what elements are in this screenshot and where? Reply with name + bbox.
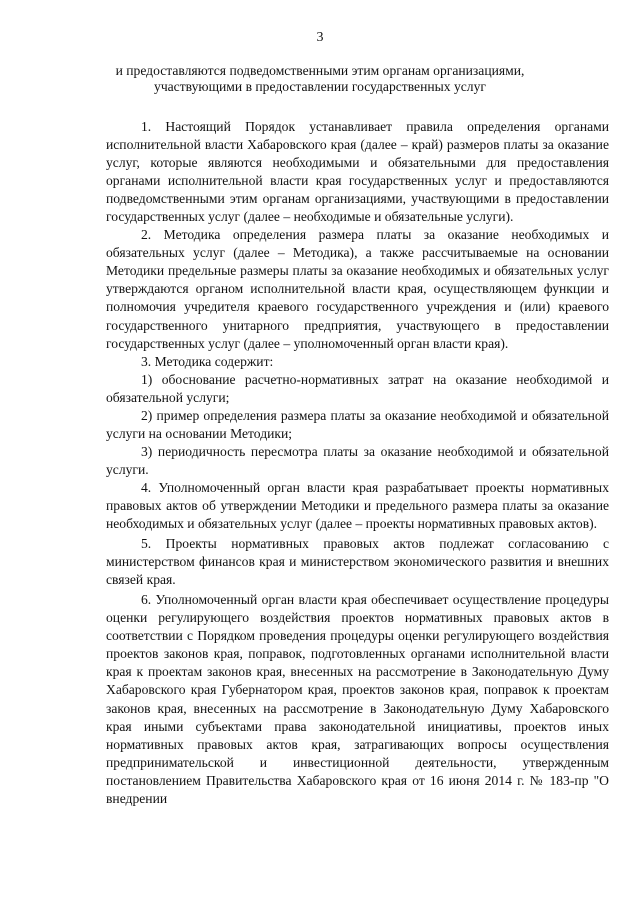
document-heading (100, 63, 540, 95)
paragraph-3-item-3: 3) периодичность пересмотра платы за оказание необходимой и обязательной услуги. (106, 443, 609, 477)
document-body (106, 118, 609, 808)
heading-line-2: участвующими в предоставлении государственных услуг (154, 79, 486, 94)
paragraph-3-item-2: 2) пример определения размера платы за оказание необходимой и обязательной услуги на основании Методики; (106, 407, 609, 441)
page-number: 3 (316, 30, 324, 45)
paragraph-4: 4. Уполномоченный орган власти края разрабатывает проекты нормативных правовых актов об утверждении Методики и предельного размера платы за оказание необходимых и обязательных услуг (далее – проекты нормативных правовых актов). (106, 479, 609, 532)
heading-line-1: и предоставляются подведомственными этим органам организациями, (115, 63, 525, 78)
paragraph-3: 3. Методика содержит: (141, 353, 274, 369)
paragraph-3-item-1: 1) обоснование расчетно-нормативных затрат на оказание необходимой и обязательной услуги; (106, 371, 609, 405)
paragraph-2: 2. Методика определения размера платы за оказание необходимых и обязательных услуг (далее – Методика), а также рассчитываемые на основании Методики предельные размеры платы за оказание необходимых и обязательных услуг утверждаются органом исполнительной власти края, осуществляющем функции и полномочия учредителя краевого государственного учреждения и (или) краевого государственного унитарного предприятия, участвующего в предоставлении государственных услуг (далее – уполномоченный орган власти края). (106, 227, 609, 351)
paragraph-6: 6. Уполномоченный орган власти края обеспечивает осуществление процедуры оценки регулирующего воздействия проектов нормативных правовых актов в соответствии с Порядком проведения процедуры оценки регулирующего воздействия проектов законов края, поправок, подготовленных органами исполнительной власти края к проектам законов края, внесенных на рассмотрение в Законодательную Думу Хабаровского края Губернатором края, проектов законов края, поправок к проектам законов края, внесенных на рассмотрение в Законодательную Думу Хабаровского края иными субъектами права законодательной инициативы, проектов иных нормативных правовых актов края, затрагивающих вопросы осуществления предпринимательской и инвестиционной деятельности, утвержденным постановлением Правительства Хабаровского края от 16 июня 2014 г. № 183-пр "О внедрении (106, 592, 609, 806)
paragraph-1: 1. Настоящий Порядок устанавливает правила определения органами исполнительной власти Хабаровского края (далее – край) размеров платы за оказание услуг, которые являются необходимыми и обязательными для предоставления органами исполнительной власти края государственных услуг и предоставляются подведомственными этим органам организациями, участвующими в предоставлении государственных услуг (далее – необходимые и обязательные услуги). (106, 119, 609, 225)
paragraph-5: 5. Проекты нормативных правовых актов подлежат согласованию с министерством финансов края и министерством экономического развития и внешних связей края. (106, 536, 609, 588)
